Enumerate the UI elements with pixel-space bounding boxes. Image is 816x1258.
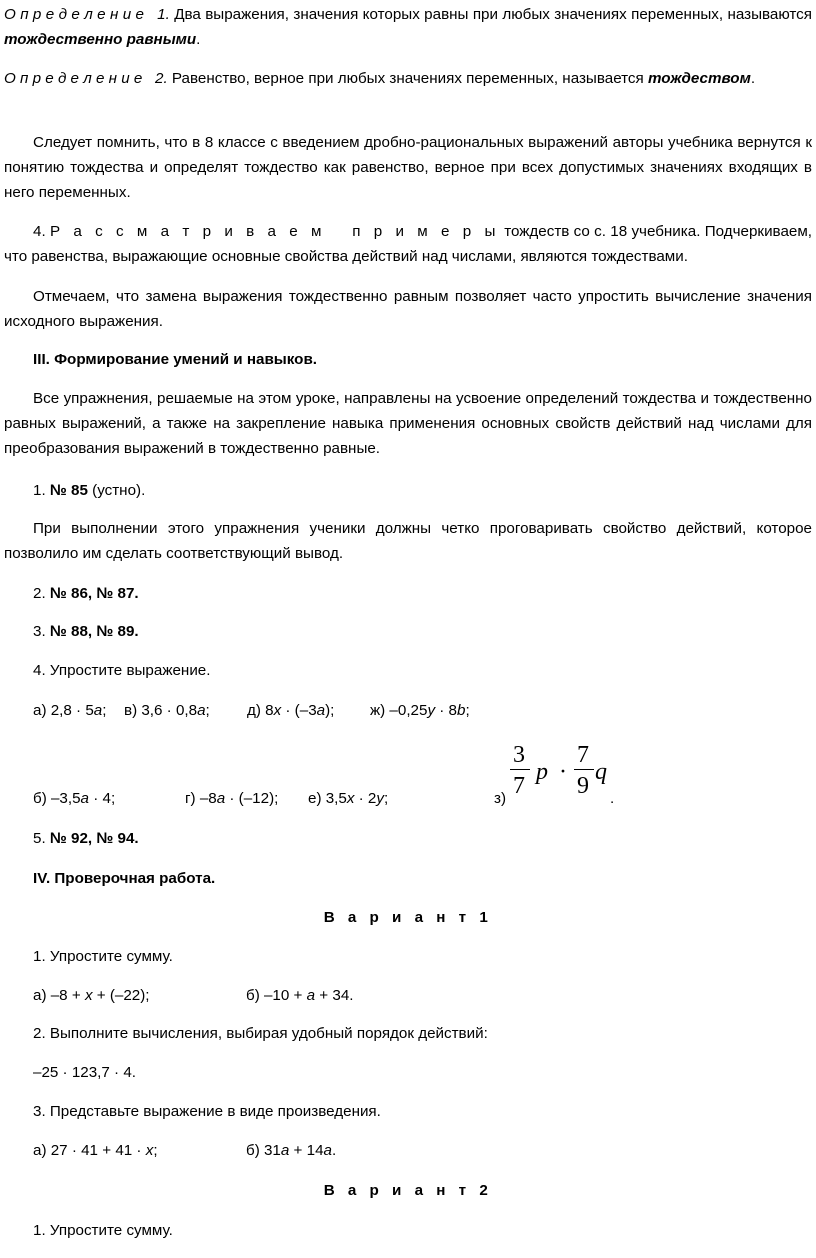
v1-task-1-b-pre: б) –10 + — [246, 987, 307, 1004]
ex4-item-e-var2: у — [376, 790, 384, 807]
v1-task-3: 3. Представьте выражение в виде произведения. — [33, 1103, 381, 1120]
section-4-title: IV. Проверочная работа. — [33, 870, 216, 887]
section-3-intro: Все упражнения, решаемые на этом уроке, направлены на усвоение определений тождества и тождественно равных выражений, а также на закрепление навыка применения основных свойств действий над числами для преобразования выражений в тождественно равные. — [4, 390, 812, 457]
ex4-item-zh-pre: ж) –0,25 — [370, 702, 428, 719]
ex4-item-zh — [370, 698, 470, 723]
fraction-1-denominator: 7 — [513, 773, 525, 799]
fraction-1-numerator: 3 — [513, 742, 525, 768]
exercise-3-ref: № 88, № 89. — [49, 623, 139, 640]
v1-task-3-b-var: а — [280, 1142, 290, 1159]
v1-task-1-a — [33, 983, 150, 1008]
exercise-2-ref: № 86, № 87. — [49, 585, 139, 602]
definition-2-end: . — [750, 70, 756, 87]
v1-task-1-a-pre: а) –8 + — [33, 987, 85, 1004]
ex4-item-d-post: ); — [325, 702, 335, 719]
ex4-item-e-post: ; — [383, 790, 389, 807]
definition-1-term: тождественно равными — [4, 31, 197, 48]
exercise-3 — [4, 619, 812, 644]
ex4-item-d-mid: · (–3 — [281, 702, 317, 719]
v1-task-2: 2. Выполните вычисления, выбирая удобный порядок действий: — [33, 1025, 488, 1042]
v1-task-3-b-mid: + 14 — [289, 1142, 324, 1159]
ex4-item-a-post: ; — [102, 702, 107, 719]
definition-1-text: Два выражения, значения которых равны при любых значениях переменных, называются — [169, 6, 812, 23]
ex4-item-zh-post: ; — [465, 702, 470, 719]
fraction-2-denominator: 9 — [577, 773, 589, 799]
v1-task-3-b-pre: б) 31 — [246, 1142, 281, 1159]
definition-2-label: О п р е д е л е н и е 2. — [4, 70, 168, 87]
ex4-item-g-post: · (–12); — [225, 790, 279, 807]
v1-task-3-b-post: . — [331, 1142, 337, 1159]
ex4-item-d-pre: д) 8 — [247, 702, 274, 719]
exercise-5-number: 5. — [33, 830, 50, 847]
ex4-item-b-post: · 4; — [89, 790, 116, 807]
definition-1 — [4, 2, 812, 52]
item-4-number: 4. — [33, 223, 50, 240]
item-4-rest: тождеств со с. 18 учебника. Подчеркиваем, что равенства, выражающие основные свойства действий над числами, являются тождествами. — [4, 223, 813, 265]
fraction-2-numerator: 7 — [577, 742, 589, 768]
ex4-item-d-var2: а — [316, 702, 326, 719]
v1-task-3-a — [33, 1138, 158, 1163]
note-paragraph: Следует помнить, что в 8 классе с введением дробно-рациональных выражений авторы учебника вернутся к понятию тождества и определят тождество как равенство, верное при всех допустимых значениях входящих в него переменных. — [4, 134, 812, 201]
ex4-item-zh-var: у — [427, 702, 436, 719]
ex4-item-a-pre: а) 2,8 · 5 — [33, 702, 94, 719]
ex4-item-z: з) — [494, 790, 507, 807]
v1-task-1-b-post: + 34. — [315, 987, 354, 1004]
ex4-item-v — [124, 698, 210, 723]
exercise-1-number: 1. — [33, 482, 50, 499]
fraction-dot: · — [559, 759, 567, 785]
exercise-2-number: 2. — [33, 585, 50, 602]
note-2-paragraph: Отмечаем, что замена выражения тождественно равным позволяет часто упростить вычисление значения исходного выражения. — [4, 288, 812, 330]
definition-1-end: . — [196, 31, 201, 48]
exercise-5-ref: № 92, № 94. — [49, 830, 139, 847]
v1-task-1-b-var: а — [306, 987, 316, 1004]
ex4-item-b-pre: б) –3,5 — [33, 790, 81, 807]
definition-2-term: тождеством — [647, 70, 751, 87]
v1-task-3-a-var: х — [145, 1142, 154, 1159]
v1-task-3-b — [246, 1138, 336, 1163]
variant-1-title: В а р и а н т 1 — [323, 909, 493, 926]
ex4-item-e — [308, 786, 388, 811]
ex4-item-g-pre: г) –8 — [185, 790, 217, 807]
ex4-item-d-var: х — [273, 702, 282, 719]
exercise-3-number: 3. — [33, 623, 50, 640]
ex4-item-zh-var2: b — [457, 702, 466, 719]
v1-task-1-a-post: + (–22); — [92, 987, 150, 1004]
fraction-end-dot: . — [610, 790, 615, 807]
exercise-1 — [4, 478, 812, 503]
ex4-item-e-mid: · 2 — [354, 790, 377, 807]
ex4-item-a-var: а — [93, 702, 103, 719]
ex4-item-g-var: а — [216, 790, 226, 807]
ex4-item-v-post: ; — [205, 702, 210, 719]
exercise-1-ref: № 85 — [49, 482, 88, 499]
v1-task-3-b-var2: а — [323, 1142, 332, 1159]
variant-2-title: В а р и а н т 2 — [323, 1182, 493, 1199]
v1-task-1-b — [246, 983, 354, 1008]
exercise-2 — [4, 581, 812, 606]
exercise-1-text: При выполнении этого упражнения ученики должны четко проговаривать свойство действий, которое позволило им сделать соответствующий вывод. — [4, 520, 812, 562]
fraction-1-variable: p — [536, 759, 548, 785]
definition-1-label: О п р е д е л е н и е 1. — [4, 6, 170, 23]
v1-task-3-a-post: ; — [153, 1142, 158, 1159]
ex4-item-g — [185, 786, 278, 811]
ex4-item-b — [33, 786, 115, 811]
fraction-1-bar — [510, 769, 530, 770]
v1-task-3-a-pre: а) 27 · 41 + 41 · — [33, 1142, 146, 1159]
ex4-item-zh-mid: · 8 — [435, 702, 457, 719]
ex4-item-b-var: а — [80, 790, 89, 807]
item-4-paragraph — [4, 219, 812, 269]
ex4-item-v-pre: в) 3,6 · 0,8 — [124, 702, 198, 719]
v1-task-1-a-var: х — [84, 987, 93, 1004]
v2-task-1: 1. Упростите сумму. — [33, 1222, 173, 1239]
fraction-2-variable: q — [595, 759, 607, 785]
exercise-5 — [4, 826, 812, 851]
fraction-2-bar — [574, 769, 594, 770]
definition-2-text: Равенство, верное при любых значениях переменных, называется — [167, 70, 648, 87]
ex4-item-a — [33, 698, 106, 723]
ex4-item-e-var: х — [346, 790, 355, 807]
definition-2 — [4, 66, 812, 91]
exercise-4-title: 4. Упростите выражение. — [33, 662, 211, 679]
v1-task-2-expression: –25 · 123,7 · 4. — [33, 1064, 137, 1081]
ex4-item-e-pre: е) 3,5 — [308, 790, 347, 807]
exercise-1-note: (устно). — [87, 482, 146, 499]
ex4-item-d — [247, 698, 334, 723]
section-3-title: III. Формирование умений и навыков. — [33, 351, 318, 368]
v1-task-1: 1. Упростите сумму. — [33, 948, 173, 965]
item-4-spaced-text: Р а с с м а т р и в а е м п р и м е р ы — [49, 223, 500, 240]
ex4-item-v-var: а — [197, 702, 206, 719]
